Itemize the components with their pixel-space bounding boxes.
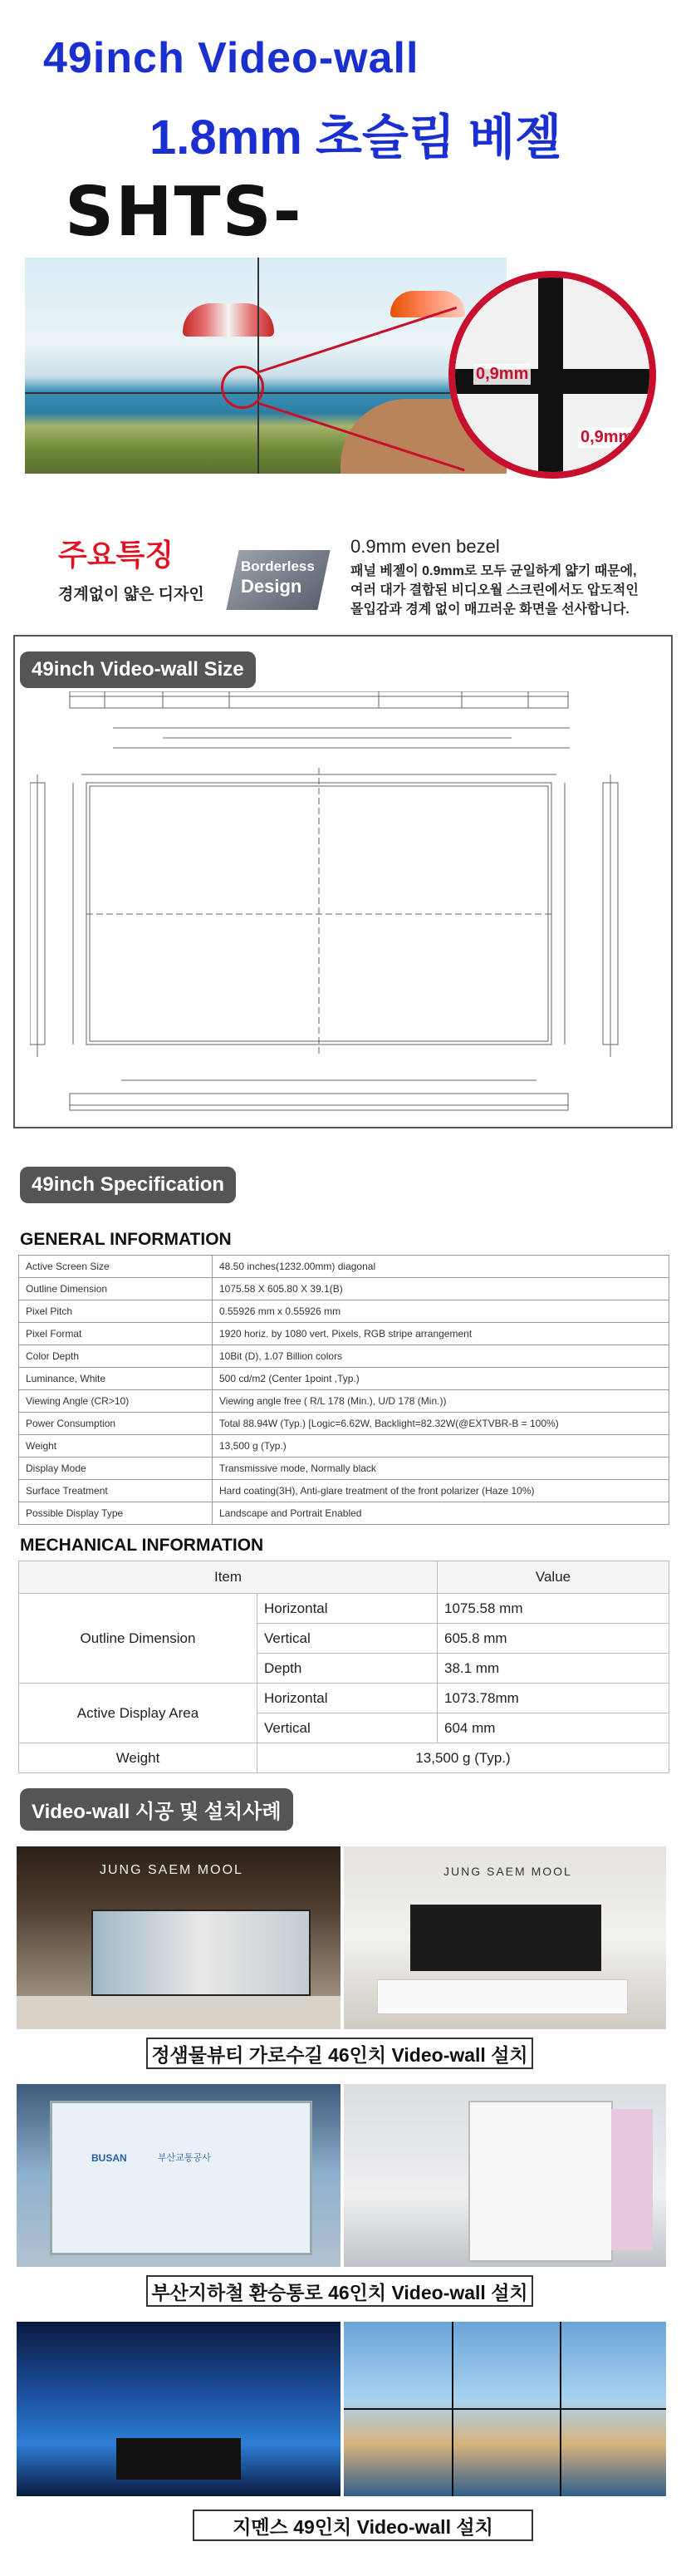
bottom-view-outline	[70, 1094, 568, 1110]
size-section-title: 49inch Video-wall Size	[20, 651, 256, 688]
mech-outline-d-label: Depth	[257, 1654, 438, 1684]
install-section-title: Video-wall 시공 및 설치사례	[20, 1788, 293, 1831]
install-photo-2b	[344, 2084, 666, 2267]
mech-outline-v-value: 605.8 mm	[438, 1624, 669, 1654]
spec-value: 0.55926 mm x 0.55926 mm	[213, 1300, 669, 1323]
videowall-display-3	[50, 2101, 312, 2255]
spec-value: 13,500 g (Typ.)	[213, 1435, 669, 1458]
store-sign-2: JUNG SAEM MOOL	[443, 1865, 572, 1878]
install-photo-3a	[17, 2322, 340, 2496]
spec-key: Active Screen Size	[19, 1256, 213, 1278]
general-info-table	[18, 1255, 669, 1525]
model-name: SHTS-	[65, 173, 303, 252]
mech-active-v-label: Vertical	[257, 1713, 438, 1743]
spec-row	[19, 1278, 669, 1300]
spec-key: Surface Treatment	[19, 1480, 213, 1502]
zoom-panel-tr	[563, 278, 656, 369]
feature-subtitle: 경계없이 얇은 디자인	[58, 586, 204, 603]
install-photo-3b	[344, 2322, 666, 2496]
bezel-width-label-bottom: 0,9mm	[578, 427, 635, 448]
seam-h	[344, 2408, 666, 2410]
spec-row	[19, 1502, 669, 1525]
mech-head-value: Value	[438, 1561, 669, 1594]
spec-key: Luminance, White	[19, 1368, 213, 1390]
bezel-desc-line3: 몰입감과 경계 없이 매끄러운 화면을 선사합니다.	[350, 602, 630, 617]
side-light-panel	[611, 2109, 653, 2250]
spec-value: Total 88.94W (Typ.) [Logic=6.62W, Backlight=82.32W(@EXTVBR-B = 100%)	[213, 1413, 669, 1435]
logo-line2: Design	[241, 576, 302, 597]
bezel-description	[350, 562, 674, 619]
mech-outline-h-value: 1075.58 mm	[438, 1594, 669, 1624]
bezel-desc-line1: 패널 베젤이 0.9mm로 모두 균일하게 얇기 때문에,	[350, 564, 637, 578]
install-photo-2a	[17, 2084, 340, 2267]
spec-row	[19, 1323, 669, 1345]
store-counter	[17, 1996, 340, 2029]
mech-weight-label: Weight	[19, 1743, 257, 1773]
spec-value: 48.50 inches(1232.00mm) diagonal	[213, 1256, 669, 1278]
spec-value: Landscape and Portrait Enabled	[213, 1502, 669, 1525]
install-photo-1b	[344, 1846, 666, 2029]
spec-key: Viewing Angle (CR>10)	[19, 1390, 213, 1413]
spec-key: Power Consumption	[19, 1413, 213, 1435]
standing-display	[468, 2101, 613, 2262]
spec-value: 1920 horiz. by 1080 vert. Pixels, RGB stripe arrangement	[213, 1323, 669, 1345]
bezel-desc-line2: 여러 대가 결합된 비디오월 스크린에서도 압도적인	[350, 583, 639, 597]
bezel-width-label-top: 0,9mm	[473, 364, 531, 385]
mechanical-info-title: MECHANICAL INFORMATION	[20, 1536, 264, 1555]
spec-key: Weight	[19, 1435, 213, 1458]
spec-value: Transmissive mode, Normally black	[213, 1458, 669, 1480]
spec-value: 500 cd/m2 (Center 1point ,Typ.)	[213, 1368, 669, 1390]
spec-row	[19, 1458, 669, 1480]
headline-video-wall: 49inch Video-wall	[43, 34, 419, 82]
spec-row	[19, 1256, 669, 1278]
mech-head-item: Item	[19, 1561, 438, 1594]
dimension-drawing	[30, 691, 651, 1115]
spec-row	[19, 1300, 669, 1323]
spec-key: Color Depth	[19, 1345, 213, 1368]
spec-key: Possible Display Type	[19, 1502, 213, 1525]
paraglider-orange	[390, 291, 465, 317]
bezel-seam-vertical	[257, 258, 259, 474]
mechanical-info-table	[18, 1561, 669, 1773]
spec-key: Display Mode	[19, 1458, 213, 1480]
install-caption-2: 부산지하철 환승통로 46인치 Video-wall 설치	[146, 2275, 533, 2307]
spec-key: Pixel Format	[19, 1323, 213, 1345]
spec-row	[19, 1368, 669, 1390]
spec-key: Pixel Pitch	[19, 1300, 213, 1323]
mech-active-v-value: 604 mm	[438, 1713, 669, 1743]
zoom-target-circle	[221, 366, 264, 409]
mech-weight-value: 13,500 g (Typ.)	[257, 1743, 669, 1773]
spec-row	[19, 1390, 669, 1413]
paraglider-red	[183, 303, 274, 337]
hero-videowall-image	[25, 258, 507, 474]
display-pedestal	[116, 2438, 241, 2480]
videowall-display-2	[410, 1905, 601, 1971]
bezel-zoom-circle	[448, 271, 656, 479]
bezel-heading: 0.9mm even bezel	[350, 536, 500, 557]
mech-outline-v-label: Vertical	[257, 1624, 438, 1654]
install-caption-3: 지멘스 49인치 Video-wall 설치	[193, 2510, 533, 2541]
spec-value: Hard coating(3H), Anti-glare treatment of the front polarizer (Haze 10%)	[213, 1480, 669, 1502]
mech-active-h-label: Horizontal	[257, 1684, 438, 1713]
install-photo-1a	[17, 1846, 340, 2029]
spec-row	[19, 1480, 669, 1502]
feature-title: 주요특징	[58, 538, 174, 572]
zoom-panel-tl	[455, 278, 538, 369]
spec-value: Viewing angle free ( R/L 178 (Min.), U/D 178 (Min.))	[213, 1390, 669, 1413]
top-view-outline	[70, 691, 568, 708]
spec-value: 1075.58 X 605.80 X 39.1(B)	[213, 1278, 669, 1300]
mech-outline-d-value: 38.1 mm	[438, 1654, 669, 1684]
spec-section-title: 49inch Specification	[20, 1167, 236, 1203]
mech-active-label: Active Display Area	[19, 1684, 257, 1743]
spec-key: Outline Dimension	[19, 1278, 213, 1300]
busan-logo-text: BUSAN	[91, 2152, 127, 2164]
mech-active-h-value: 1073.78mm	[438, 1684, 669, 1713]
spec-row	[19, 1435, 669, 1458]
spec-value: 10Bit (D), 1.07 Billion colors	[213, 1345, 669, 1368]
store-table	[377, 1979, 628, 2014]
mech-outline-label: Outline Dimension	[19, 1594, 257, 1684]
spec-row	[19, 1413, 669, 1435]
zoom-panel-bl	[455, 394, 538, 479]
spec-row	[19, 1345, 669, 1368]
install-caption-1: 정샘물뷰티 가로수길 46인치 Video-wall 설치	[146, 2038, 533, 2069]
busan-korean-text: 부산교통공사	[158, 2153, 211, 2163]
general-info-title: GENERAL INFORMATION	[20, 1230, 232, 1249]
store-sign-1: JUNG SAEM MOOL	[100, 1863, 243, 1877]
headline-slim-bezel: 1.8mm 초슬림 베젤	[149, 111, 562, 165]
bezel-seam-horizontal	[25, 392, 507, 394]
logo-line1: Borderless	[241, 558, 315, 574]
mech-outline-h-label: Horizontal	[257, 1594, 438, 1624]
videowall-display-1	[91, 1910, 311, 1996]
borderless-design-logo	[233, 550, 340, 610]
